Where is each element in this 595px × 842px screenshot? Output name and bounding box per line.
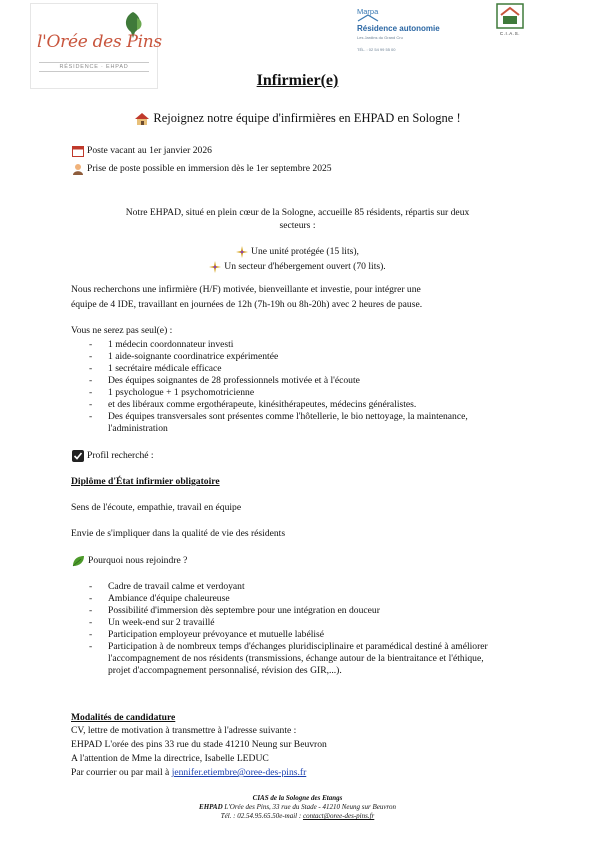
footer-phone: Tél. : 02.54.95.65.50e-mail :: [220, 812, 303, 820]
check-icon: [72, 450, 84, 462]
quality-line-1: Sens de l'écoute, empathie, travail en équipe: [71, 502, 242, 513]
footer-address-text: L'Orée des Pins, 33 rue du Stade - 41210 Neung sur Beuvron: [222, 803, 396, 811]
list-item: - Cadre de travail calme et verdoyant: [89, 581, 245, 592]
list-item: - et des libéraux comme ergothérapeute, kinésithérapeutes, médecins généralistes.: [89, 399, 417, 410]
sector-text: Une unité protégée (15 lits),: [251, 246, 359, 258]
list-item: - Un week-end sur 2 travaillé: [89, 617, 215, 628]
sector-text: Un secteur d'hébergement ouvert (70 lits).: [224, 261, 386, 273]
cias-building-icon: [496, 3, 524, 29]
list-item: - Participation à de nombreux temps d'échanges pluridisciplinaire et paramédical destiné à améliorer l'accompagnement de nos résidents (transmissions, échange autour de la bientraitance et l'éthique, projet d'accompagnement personnalisé, révision des GIR,...).: [89, 641, 488, 676]
why-label: [72, 555, 187, 567]
marpa-title: Résidence autonomie: [357, 24, 440, 33]
footer-address: [0, 803, 595, 812]
sector-item: [0, 261, 595, 273]
list-item: - 1 psychologue + 1 psychomotricienne: [89, 387, 255, 398]
apply-email-link[interactable]: jennifer.etiembre@oree-des-pins.fr: [171, 767, 307, 778]
profile-label-text: Profil recherché :: [87, 450, 154, 462]
marpa-line1: Les Jardins du Grand Cru: [357, 35, 403, 40]
subtitle: [0, 111, 595, 126]
page-title: Infirmier(e): [256, 72, 339, 89]
list-item: - 1 médecin coordonnateur investi: [89, 339, 234, 350]
intro-line-2: secteurs :: [279, 220, 316, 231]
sector-item: [0, 246, 595, 258]
list-item: - 1 secrétaire médicale efficace: [89, 363, 222, 374]
footer-org: CIAS de la Sologne des Etangs: [252, 794, 343, 802]
fact-immersion: [72, 163, 332, 175]
apply-line: CV, lettre de motivation à transmettre à l'adresse suivante :: [71, 725, 297, 736]
footer-email-link[interactable]: contact@oree-des-pins.fr: [302, 812, 375, 820]
list-item: - Ambiance d'équipe chaleureuse: [89, 593, 230, 604]
cias-label: C.I.A.S.: [499, 31, 521, 36]
apply-contact: [71, 767, 306, 779]
search-line-2: équipe de 4 IDE, travaillant en journées de 12h (7h-19h ou 8h-20h) avec 2 heures de pause.: [71, 299, 423, 310]
quality-line-2: Envie de s'impliquer dans la qualité de vie des résidents: [71, 528, 286, 539]
logo-brand-text: l'Orée des Pins: [37, 32, 162, 52]
search-line-1: Nous recherchons une infirmière (H/F) motivée, bienveillante et investie, pour intégrer une: [71, 284, 421, 295]
sparkle-icon: [236, 246, 248, 258]
diploma-requirement: Diplôme d'État infirmier obligatoire: [71, 476, 220, 487]
calendar-icon: [72, 145, 84, 157]
footer-ehpad: EHPAD: [199, 803, 223, 811]
marpa-brand: Marpa: [357, 7, 379, 16]
marpa-line2: TÉL. : 02 54 99 55 00: [357, 47, 396, 52]
marpa-logo: [357, 7, 457, 55]
person-icon: [72, 163, 84, 175]
fact-vacancy-text: Poste vacant au 1er janvier 2026: [87, 145, 212, 157]
fact-immersion-text: Prise de poste possible en immersion dès le 1er septembre 2025: [87, 163, 332, 175]
subtitle-text: Rejoignez notre équipe d'infirmières en EHPAD en Sologne !: [153, 111, 461, 125]
why-list: [71, 581, 501, 677]
leaf-icon: [72, 555, 85, 567]
not-alone-label: Vous ne serez pas seul(e) :: [71, 325, 173, 336]
list-item: - Participation employeur prévoyance et mutuelle labélisé: [89, 629, 325, 640]
sparkle-icon: [209, 261, 221, 273]
list-item: - Des équipes soignantes de 28 professionnels motivée et à l'écoute: [89, 375, 360, 386]
profile-label: [72, 450, 154, 462]
apply-line: EHPAD L'orée des pins 33 rue du stade 41210 Neung sur Beuvron: [71, 739, 327, 750]
intro-line-1: Notre EHPAD, situé en plein cœur de la Sologne, accueille 85 résidents, répartis sur deux: [125, 207, 470, 218]
logo-subtext: RÉSIDENCE · EHPAD: [39, 62, 149, 72]
why-label-text: Pourquoi nous rejoindre ?: [88, 555, 188, 567]
fact-vacancy: [72, 145, 212, 157]
cias-logo: [490, 3, 530, 37]
team-list: [71, 339, 491, 435]
apply-line: A l'attention de Mme la directrice, Isabelle LEDUC: [71, 753, 269, 764]
apply-mail-prefix: Par courrier ou par mail à: [71, 767, 172, 778]
house-icon: [134, 112, 150, 126]
list-item: - Possibilité d'immersion dès septembre pour une intégration en douceur: [89, 605, 380, 616]
footer-contact: [0, 812, 595, 821]
list-item: - Des équipes transversales sont présentes comme l'hôtellerie, le bio nettoyage, la maintenance, l'administration: [89, 411, 468, 434]
list-item: - 1 aide-soignante coordinatrice expérimentée: [89, 351, 279, 362]
apply-title: Modalités de candidature: [71, 712, 176, 723]
